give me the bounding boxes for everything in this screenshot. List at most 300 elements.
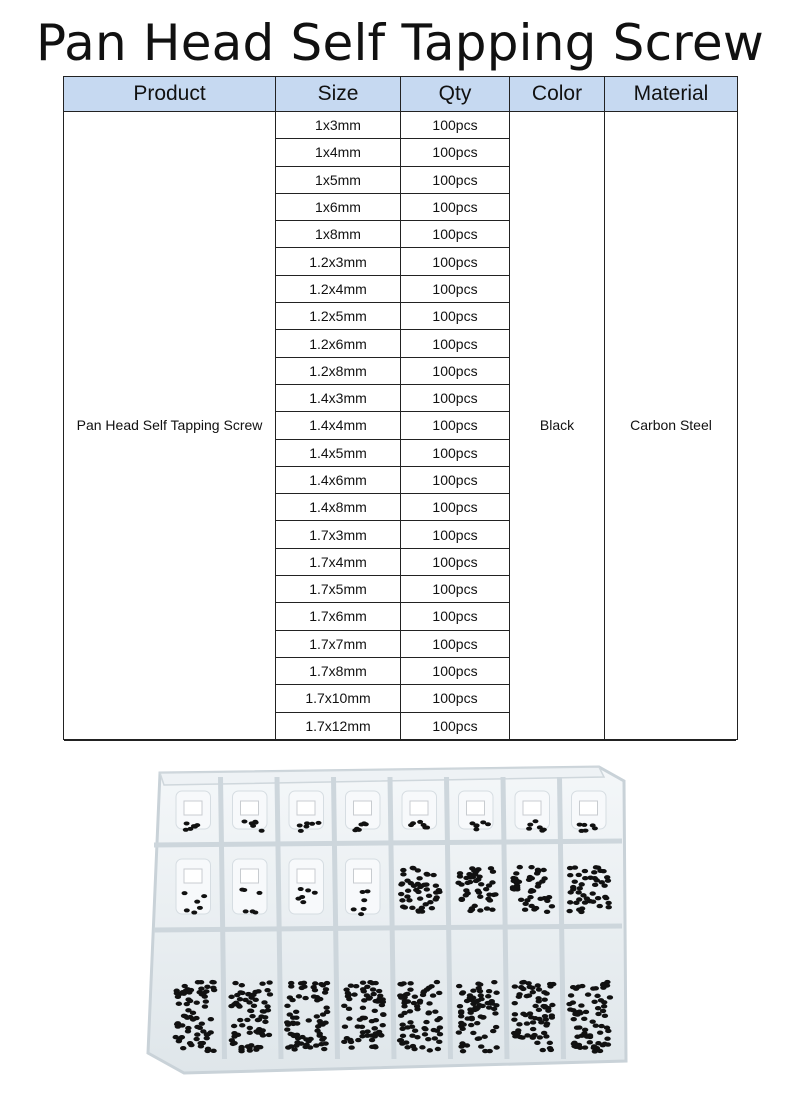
screw [351, 992, 357, 996]
screw [567, 866, 573, 870]
screw [532, 1004, 538, 1008]
screw [486, 1005, 492, 1009]
screw [315, 1024, 321, 1028]
compartment [233, 859, 268, 914]
qty-cell: 100pcs [401, 166, 510, 193]
compartment [515, 791, 550, 833]
compartment [176, 859, 211, 915]
screw [423, 1020, 429, 1024]
screw [205, 1047, 211, 1051]
size-cell: 1.2x6mm [276, 330, 401, 357]
qty-cell: 100pcs [401, 657, 510, 684]
screw [539, 879, 545, 883]
screw [593, 986, 599, 990]
screw [188, 988, 194, 992]
screw [487, 898, 493, 902]
screw [520, 1012, 526, 1016]
screw [321, 1047, 327, 1051]
screw [296, 994, 302, 998]
screw [590, 891, 596, 895]
screw [408, 823, 414, 827]
screw [605, 1042, 611, 1046]
size-cell: 1.2x4mm [276, 275, 401, 302]
size-cell: 1.2x5mm [276, 303, 401, 330]
screw [295, 1036, 301, 1040]
screw [258, 1014, 264, 1018]
screw [542, 1014, 548, 1018]
screw [376, 989, 382, 993]
qty-cell: 100pcs [401, 603, 510, 630]
screw [417, 820, 423, 824]
screw [184, 908, 190, 912]
header-size: Size [276, 77, 401, 112]
qty-cell: 100pcs [401, 193, 510, 220]
screw [460, 1022, 466, 1026]
screw [414, 1035, 420, 1039]
screw [402, 905, 408, 909]
screw [437, 1016, 443, 1020]
screw [306, 1018, 312, 1022]
spec-table [63, 76, 738, 740]
screw [200, 991, 206, 995]
screw [600, 1009, 606, 1013]
screw [566, 909, 572, 913]
compartment [289, 859, 324, 914]
bag-label [467, 801, 485, 815]
screw [400, 1034, 406, 1038]
screw [486, 892, 492, 896]
size-cell: 1.4x6mm [276, 466, 401, 493]
screw [239, 888, 245, 892]
screw [228, 995, 234, 999]
screw [370, 992, 376, 996]
compartment [233, 791, 268, 833]
screw [411, 1047, 417, 1051]
screw [238, 1049, 244, 1053]
screw [473, 869, 479, 873]
size-cell: 1.4x8mm [276, 494, 401, 521]
screw [570, 1000, 576, 1004]
screw [197, 1041, 203, 1045]
screw [582, 869, 588, 873]
screw [426, 1001, 432, 1005]
screw [542, 998, 548, 1002]
screw [314, 1014, 320, 1018]
screw [237, 1018, 243, 1022]
screw [491, 980, 497, 984]
screw [536, 987, 542, 991]
screw [486, 989, 492, 993]
screw [247, 1026, 253, 1030]
screw [208, 1017, 214, 1021]
screw [467, 996, 473, 1000]
screw [342, 1025, 348, 1029]
screw [322, 1021, 328, 1025]
bag-label [297, 801, 315, 815]
screw [320, 1012, 326, 1016]
screw [599, 880, 605, 884]
screw [590, 899, 596, 903]
screw [399, 1022, 405, 1026]
compartment [572, 791, 607, 833]
screw [605, 1029, 611, 1033]
screw [479, 1004, 485, 1008]
screw [248, 1043, 254, 1047]
bag-label [241, 801, 259, 815]
screw [194, 1032, 200, 1036]
screw [372, 1009, 378, 1013]
screw [458, 1044, 464, 1048]
screw [574, 1026, 580, 1030]
screw [242, 998, 248, 1002]
screw [587, 1040, 593, 1044]
size-cell: 1x4mm [276, 139, 401, 166]
screw [489, 880, 495, 884]
screw [176, 1037, 182, 1041]
size-cell: 1.7x12mm [276, 712, 401, 739]
screw [249, 1014, 255, 1018]
screw [433, 890, 439, 894]
screw [482, 1035, 488, 1039]
size-cell: 1.4x5mm [276, 439, 401, 466]
screw [477, 895, 483, 899]
screw [422, 825, 428, 829]
page-title: Pan Head Self Tapping Screw [36, 14, 764, 72]
screw [253, 1046, 259, 1050]
screw [518, 985, 524, 989]
screw [255, 1030, 261, 1034]
screw [360, 890, 366, 894]
screw [493, 1025, 499, 1029]
screw [593, 1024, 599, 1028]
screw [430, 873, 436, 877]
screw [343, 987, 349, 991]
screw [606, 905, 612, 909]
screw [185, 1008, 191, 1012]
screw [595, 865, 601, 869]
screw [379, 1003, 385, 1007]
screw [406, 898, 412, 902]
product-cell: Pan Head Self Tapping Screw [64, 112, 276, 740]
screw [284, 1004, 290, 1008]
bag-label [354, 801, 372, 815]
screw [537, 825, 543, 829]
screw [492, 892, 498, 896]
screw [404, 992, 410, 996]
screw [574, 1012, 580, 1016]
screw [180, 990, 186, 994]
qty-cell: 100pcs [401, 412, 510, 439]
screw [287, 1012, 293, 1016]
screw [600, 869, 606, 873]
screw [576, 897, 582, 901]
compartment [176, 791, 211, 832]
screw [463, 888, 469, 892]
screw [398, 882, 404, 886]
screw [323, 1006, 329, 1010]
screw [293, 1010, 299, 1014]
screw [287, 995, 293, 999]
screw [422, 1027, 428, 1031]
screw [476, 874, 482, 878]
screw [346, 1016, 352, 1020]
screw [397, 1038, 403, 1042]
screw [176, 1002, 182, 1006]
screw [492, 1011, 498, 1015]
screw [511, 887, 517, 891]
screw [231, 1024, 237, 1028]
screw [455, 881, 461, 885]
qty-cell: 100pcs [401, 275, 510, 302]
screw [400, 981, 406, 985]
screw [597, 1030, 603, 1034]
screw [399, 1027, 405, 1031]
qty-cell: 100pcs [401, 248, 510, 275]
screw [399, 898, 405, 902]
screw [595, 896, 601, 900]
header-qty: Qty [401, 77, 510, 112]
screw [433, 897, 439, 901]
screw [427, 1048, 433, 1052]
qty-cell: 100pcs [401, 303, 510, 330]
screw [528, 865, 534, 869]
screw [490, 1029, 496, 1033]
screw [478, 1044, 484, 1048]
screw [262, 1020, 268, 1024]
screw [470, 1031, 476, 1035]
size-cell: 1x5mm [276, 166, 401, 193]
screw [516, 992, 522, 996]
screw [591, 870, 597, 874]
screw [458, 1011, 464, 1015]
header-color: Color [510, 77, 605, 112]
screw [182, 891, 188, 895]
screw [466, 872, 472, 876]
screw [200, 1029, 206, 1033]
screw [261, 1009, 267, 1013]
screw [534, 1041, 540, 1045]
screw [463, 876, 469, 880]
screw [361, 907, 367, 911]
screw [524, 1033, 530, 1037]
size-cell: 1.4x4mm [276, 412, 401, 439]
screw [574, 1035, 580, 1039]
compartment [402, 791, 437, 830]
screw [298, 887, 304, 891]
screw [540, 1048, 546, 1052]
screw [204, 1036, 210, 1040]
screw [187, 999, 193, 1003]
compartment [346, 791, 381, 832]
screw [516, 1022, 522, 1026]
screw [526, 827, 532, 831]
qty-cell: 100pcs [401, 112, 510, 139]
screw [577, 823, 583, 827]
screw [528, 904, 534, 908]
color-cell: Black [510, 112, 605, 740]
screw [202, 1004, 208, 1008]
screw [287, 1032, 293, 1036]
screw [422, 1032, 428, 1036]
screw [475, 1037, 481, 1041]
screw [585, 992, 591, 996]
screw [317, 1032, 323, 1036]
screw [590, 823, 596, 827]
screw [256, 891, 262, 895]
screw [594, 994, 600, 998]
screw [544, 910, 550, 914]
screw [369, 981, 375, 985]
screw [313, 1043, 319, 1047]
screw [373, 1018, 379, 1022]
screw [182, 984, 188, 988]
screw [547, 1041, 553, 1045]
screw [358, 912, 364, 916]
screw [432, 1010, 438, 1014]
screw [583, 1010, 589, 1014]
screw [239, 1023, 245, 1027]
screw [184, 821, 190, 825]
screw [589, 1019, 595, 1023]
qty-cell: 100pcs [401, 439, 510, 466]
screw [605, 878, 611, 882]
screw [361, 1016, 367, 1020]
screw [303, 1042, 309, 1046]
screw [598, 998, 604, 1002]
screw [526, 878, 532, 882]
screw [530, 1020, 536, 1024]
screw [573, 987, 579, 991]
screw [460, 1049, 466, 1053]
screw [407, 981, 413, 985]
screw [344, 1036, 350, 1040]
screw [522, 907, 528, 911]
screw [416, 909, 422, 913]
screw [419, 1045, 425, 1049]
screw [567, 900, 573, 904]
screw [482, 1049, 488, 1053]
screw [467, 880, 473, 884]
screw [201, 894, 207, 898]
screw [484, 906, 490, 910]
screw [247, 1031, 253, 1035]
screw [409, 1025, 415, 1029]
screw [404, 1045, 410, 1049]
screw [398, 995, 404, 999]
screw [359, 1034, 365, 1038]
size-cell: 1x3mm [276, 112, 401, 139]
screw [341, 1004, 347, 1008]
size-cell: 1.2x8mm [276, 357, 401, 384]
qty-cell: 100pcs [401, 712, 510, 739]
bag-label [523, 801, 541, 815]
screw-organizer-box-photo [64, 741, 736, 1084]
screw [600, 983, 606, 987]
screw [417, 896, 423, 900]
screw [364, 993, 370, 997]
bag-label [297, 869, 315, 883]
screw [547, 1046, 553, 1050]
screw [597, 904, 603, 908]
table-row [64, 112, 738, 139]
screw [298, 829, 304, 833]
screw [203, 999, 209, 1003]
screw [243, 909, 249, 913]
screw [298, 1041, 304, 1045]
screw [210, 986, 216, 990]
screw [577, 886, 583, 890]
screw [360, 980, 366, 984]
screw-bag [233, 859, 268, 914]
qty-cell: 100pcs [401, 139, 510, 166]
screw [232, 981, 238, 985]
screw [474, 1021, 480, 1025]
screw [194, 1025, 200, 1029]
screw [247, 1008, 253, 1012]
screw [428, 984, 434, 988]
bag-label [241, 869, 259, 883]
screw [514, 880, 520, 884]
compartment [289, 791, 324, 833]
screw [411, 884, 417, 888]
product-photo [64, 740, 736, 1084]
screw [459, 897, 465, 901]
screw [478, 1014, 484, 1018]
size-cell: 1.4x3mm [276, 384, 401, 411]
screw [598, 1024, 604, 1028]
screw [321, 1036, 327, 1040]
screw [355, 1024, 361, 1028]
screw [181, 1014, 187, 1018]
screw [193, 1037, 199, 1041]
screw [191, 911, 197, 915]
size-cell: 1.7x4mm [276, 548, 401, 575]
screw [348, 1045, 354, 1049]
screw [582, 876, 588, 880]
screw [601, 1004, 607, 1008]
screw [568, 993, 574, 997]
screw [285, 1045, 291, 1049]
screw [579, 829, 585, 833]
screw [305, 888, 311, 892]
screw [578, 1003, 584, 1007]
screw [312, 891, 318, 895]
screw [210, 980, 216, 984]
screw [602, 895, 608, 899]
screw [415, 890, 421, 894]
screw [380, 1023, 386, 1027]
screw [365, 889, 371, 893]
screw [493, 991, 499, 995]
screw [485, 994, 491, 998]
screw [432, 1036, 438, 1040]
screw [575, 890, 581, 894]
qty-cell: 100pcs [401, 494, 510, 521]
screw [602, 1014, 608, 1018]
screw [457, 1004, 463, 1008]
screw [405, 999, 411, 1003]
screw [360, 987, 366, 991]
qty-cell: 100pcs [401, 466, 510, 493]
screw [529, 986, 535, 990]
screw-bag [176, 859, 211, 914]
screw [527, 823, 533, 827]
screw [477, 982, 483, 986]
screw [371, 1026, 377, 1030]
size-cell: 1.7x10mm [276, 685, 401, 712]
size-cell: 1.7x5mm [276, 576, 401, 603]
screw [355, 1038, 361, 1042]
